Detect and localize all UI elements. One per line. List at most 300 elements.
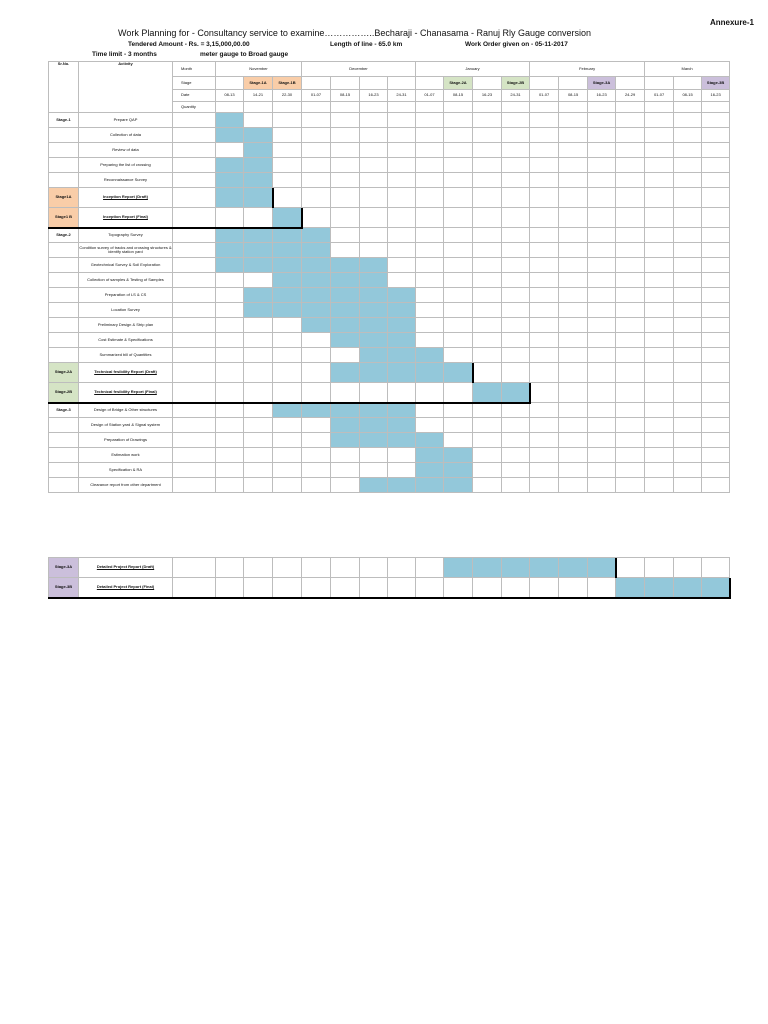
date-cell: 16-23 <box>702 90 730 102</box>
gantt-empty-cell <box>360 228 388 243</box>
gantt-empty-cell <box>416 243 444 258</box>
stage-cell <box>388 77 416 90</box>
activity-cell: Preparation of Drawings <box>79 433 173 448</box>
gantt-empty-cell <box>388 273 416 288</box>
gantt-bar-cell <box>216 258 244 273</box>
gantt-empty-cell <box>674 348 702 363</box>
gantt-empty-cell <box>702 113 730 128</box>
sr-no-cell <box>49 258 79 273</box>
gantt-empty-cell <box>645 463 674 478</box>
gantt-empty-cell <box>331 348 360 363</box>
gantt-empty-cell <box>702 448 730 463</box>
activity-cell: Detailed Project Report (Final) <box>79 578 173 598</box>
gantt-empty-cell <box>388 208 416 228</box>
gantt-empty-cell <box>616 128 645 143</box>
gantt-empty-cell <box>331 173 360 188</box>
gantt-empty-cell <box>216 273 244 288</box>
gantt-empty-cell <box>360 463 388 478</box>
gantt-empty-cell <box>244 318 273 333</box>
gantt-empty-cell <box>244 558 273 578</box>
sr-no-cell: Stage1A <box>49 188 79 208</box>
gantt-empty-cell <box>559 173 588 188</box>
gantt-empty-cell <box>331 228 360 243</box>
gantt-empty-cell <box>559 463 588 478</box>
gantt-empty-cell <box>388 113 416 128</box>
gantt-empty-cell <box>702 303 730 318</box>
gantt-empty-cell <box>416 318 444 333</box>
gantt-empty-cell <box>702 158 730 173</box>
gantt-empty-cell <box>674 128 702 143</box>
gantt-empty-cell <box>416 303 444 318</box>
gantt-bar-cell <box>244 258 273 273</box>
gantt-empty-cell <box>244 333 273 348</box>
quantity-cell <box>173 333 216 348</box>
gantt-empty-cell <box>302 463 331 478</box>
gantt-bar-cell <box>273 208 302 228</box>
gantt-empty-cell <box>216 318 244 333</box>
quantity-cell <box>173 128 216 143</box>
gantt-empty-cell <box>331 143 360 158</box>
gantt-empty-cell <box>559 113 588 128</box>
gantt-empty-cell <box>273 448 302 463</box>
gantt-empty-cell <box>588 188 616 208</box>
gantt-empty-cell <box>674 243 702 258</box>
gantt-empty-cell <box>302 188 331 208</box>
gantt-empty-cell <box>645 403 674 418</box>
gantt-empty-cell <box>216 348 244 363</box>
gantt-empty-cell <box>502 433 530 448</box>
gantt-empty-cell <box>502 288 530 303</box>
quantity-cell <box>702 102 730 113</box>
gantt-empty-cell <box>645 448 674 463</box>
gantt-empty-cell <box>273 143 302 158</box>
gantt-empty-cell <box>530 128 559 143</box>
gantt-empty-cell <box>530 318 559 333</box>
gantt-empty-cell <box>530 578 559 598</box>
gantt-empty-cell <box>702 173 730 188</box>
gantt-empty-cell <box>502 158 530 173</box>
gantt-empty-cell <box>216 463 244 478</box>
gantt-empty-cell <box>616 288 645 303</box>
gantt-empty-cell <box>360 143 388 158</box>
gantt-empty-cell <box>674 383 702 403</box>
gantt-empty-cell <box>302 418 331 433</box>
sr-no-cell <box>49 478 79 493</box>
gantt-empty-cell <box>674 403 702 418</box>
gantt-empty-cell <box>674 478 702 493</box>
date-cell: 01-07 <box>645 90 674 102</box>
gantt-empty-cell <box>702 433 730 448</box>
gantt-empty-cell <box>616 418 645 433</box>
gantt-bar-cell <box>244 188 273 208</box>
gantt-empty-cell <box>674 363 702 383</box>
gantt-empty-cell <box>388 173 416 188</box>
gantt-empty-cell <box>559 188 588 208</box>
stage-cell <box>416 77 444 90</box>
gantt-empty-cell <box>302 143 331 158</box>
gantt-empty-cell <box>416 228 444 243</box>
stage-marker: Stage-3B <box>702 77 730 90</box>
sr-no-cell <box>49 173 79 188</box>
gantt-empty-cell <box>416 113 444 128</box>
quantity-cell <box>173 113 216 128</box>
gantt-bar-cell <box>216 113 244 128</box>
gantt-empty-cell <box>530 208 559 228</box>
gantt-empty-cell <box>473 173 502 188</box>
activity-row <box>49 333 730 348</box>
gantt-empty-cell <box>502 243 530 258</box>
gantt-empty-cell <box>559 433 588 448</box>
gantt-empty-cell <box>588 418 616 433</box>
quantity-cell <box>616 102 645 113</box>
gantt-empty-cell <box>416 288 444 303</box>
gantt-empty-cell <box>502 273 530 288</box>
gantt-empty-cell <box>588 403 616 418</box>
gantt-empty-cell <box>674 113 702 128</box>
gantt-empty-cell <box>216 433 244 448</box>
gantt-empty-cell <box>360 208 388 228</box>
gantt-empty-cell <box>331 113 360 128</box>
gantt-empty-cell <box>645 333 674 348</box>
gantt-empty-cell <box>216 383 244 403</box>
gantt-empty-cell <box>244 208 273 228</box>
month-december: December <box>302 62 416 77</box>
milestone-marker <box>529 383 532 403</box>
gantt-bar-cell <box>360 418 388 433</box>
gantt-empty-cell <box>616 333 645 348</box>
gantt-empty-cell <box>273 463 302 478</box>
gantt-empty-cell <box>645 128 674 143</box>
gantt-bar-cell <box>216 228 244 243</box>
quantity-cell <box>173 243 216 258</box>
gantt-empty-cell <box>645 433 674 448</box>
gantt-empty-cell <box>302 208 331 228</box>
gantt-empty-cell <box>702 208 730 228</box>
gantt-empty-cell <box>302 158 331 173</box>
gantt-empty-cell <box>473 448 502 463</box>
gantt-bar-cell <box>388 318 416 333</box>
gantt-empty-cell <box>616 558 645 578</box>
quantity-cell <box>173 418 216 433</box>
line-length: Length of line - 65.0 km <box>330 41 403 48</box>
gantt-empty-cell <box>702 288 730 303</box>
gantt-empty-cell <box>616 243 645 258</box>
gantt-empty-cell <box>702 188 730 208</box>
gantt-bar-cell <box>388 348 416 363</box>
report-row <box>49 363 730 383</box>
gantt-empty-cell <box>416 273 444 288</box>
gantt-bar-cell <box>360 318 388 333</box>
gantt-empty-cell <box>530 418 559 433</box>
sr-no-header: Sr.No. <box>49 62 79 113</box>
gantt-bar-cell <box>244 173 273 188</box>
gantt-empty-cell <box>416 188 444 208</box>
gantt-empty-cell <box>302 478 331 493</box>
quantity-cell <box>273 102 302 113</box>
gantt-empty-cell <box>674 433 702 448</box>
sr-no-cell <box>49 448 79 463</box>
quantity-cell <box>473 102 502 113</box>
section-divider <box>48 402 531 405</box>
gantt-empty-cell <box>273 113 302 128</box>
gantt-bar-cell <box>273 288 302 303</box>
gantt-bar-cell <box>216 173 244 188</box>
gantt-empty-cell <box>559 418 588 433</box>
gantt-empty-cell <box>473 128 502 143</box>
date-cell: 01-07 <box>530 90 559 102</box>
gantt-bar-cell <box>388 303 416 318</box>
gantt-empty-cell <box>244 578 273 598</box>
milestone-marker <box>729 578 732 598</box>
gantt-empty-cell <box>273 558 302 578</box>
activity-cell: Inception Report (Draft) <box>79 188 173 208</box>
gantt-empty-cell <box>559 478 588 493</box>
gantt-empty-cell <box>588 208 616 228</box>
gantt-empty-cell <box>244 418 273 433</box>
gantt-empty-cell <box>444 188 473 208</box>
gantt-empty-cell <box>473 208 502 228</box>
gantt-empty-cell <box>444 303 473 318</box>
gantt-empty-cell <box>645 303 674 318</box>
gantt-bar-cell <box>388 333 416 348</box>
gantt-empty-cell <box>216 143 244 158</box>
gantt-empty-cell <box>360 173 388 188</box>
quantity-cell <box>360 102 388 113</box>
gantt-bar-cell <box>416 448 444 463</box>
gantt-empty-cell <box>273 173 302 188</box>
gantt-bar-cell <box>244 158 273 173</box>
gantt-empty-cell <box>273 333 302 348</box>
gantt-empty-cell <box>244 448 273 463</box>
gantt-empty-cell <box>388 558 416 578</box>
quantity-cell <box>588 102 616 113</box>
gantt-bar-cell <box>216 188 244 208</box>
gauge-conversion: meter gauge to Broad gauge <box>200 51 289 58</box>
gantt-empty-cell <box>530 363 559 383</box>
gantt-empty-cell <box>273 383 302 403</box>
gantt-empty-cell <box>360 448 388 463</box>
activity-cell: Design of Bridge & Other structures <box>79 403 173 418</box>
quantity-cell <box>173 158 216 173</box>
gantt-bar-cell <box>360 273 388 288</box>
gantt-empty-cell <box>645 188 674 208</box>
quantity-cell <box>173 258 216 273</box>
month-label: Month <box>173 62 216 77</box>
report-row <box>49 208 730 228</box>
gantt-empty-cell <box>645 273 674 288</box>
gantt-empty-cell <box>645 143 674 158</box>
gantt-bar-cell <box>444 478 473 493</box>
date-cell: 08-15 <box>559 90 588 102</box>
sr-no-cell: Stage-3 <box>49 403 79 418</box>
gantt-empty-cell <box>444 273 473 288</box>
stage-cell <box>616 77 645 90</box>
gantt-empty-cell <box>216 578 244 598</box>
gantt-empty-cell <box>473 243 502 258</box>
gantt-empty-cell <box>530 273 559 288</box>
sr-no-cell: Stage-2B <box>49 383 79 403</box>
activity-cell: Location Survey <box>79 303 173 318</box>
gantt-empty-cell <box>331 558 360 578</box>
gantt-bar-cell <box>416 348 444 363</box>
activity-cell: Summarized bill of Quantities <box>79 348 173 363</box>
gantt-empty-cell <box>559 448 588 463</box>
gantt-empty-cell <box>588 578 616 598</box>
gantt-bar-cell <box>444 463 473 478</box>
gantt-empty-cell <box>530 288 559 303</box>
gantt-empty-cell <box>674 288 702 303</box>
gantt-empty-cell <box>244 403 273 418</box>
gantt-empty-cell <box>416 403 444 418</box>
activity-cell: Detailed Project Report (Draft) <box>79 558 173 578</box>
sr-no-cell <box>49 243 79 258</box>
gantt-empty-cell <box>388 243 416 258</box>
gantt-empty-cell <box>360 578 388 598</box>
activity-cell: Inception Report (Final) <box>79 208 173 228</box>
gantt-empty-cell <box>616 258 645 273</box>
sr-no-cell <box>49 318 79 333</box>
gantt-bar-cell <box>302 258 331 273</box>
section-divider <box>48 227 303 230</box>
milestone-marker <box>272 188 275 208</box>
quantity-cell <box>173 448 216 463</box>
sr-no-cell <box>49 463 79 478</box>
gantt-empty-cell <box>444 228 473 243</box>
gantt-empty-cell <box>473 333 502 348</box>
report-row <box>49 578 730 598</box>
gantt-empty-cell <box>360 243 388 258</box>
activity-row <box>49 303 730 318</box>
date-cell: 16-23 <box>360 90 388 102</box>
gantt-empty-cell <box>502 403 530 418</box>
activity-header: Activity <box>79 62 173 113</box>
gantt-bar-cell <box>360 258 388 273</box>
gantt-empty-cell <box>530 113 559 128</box>
gantt-empty-cell <box>702 333 730 348</box>
date-cell: 01-07 <box>416 90 444 102</box>
gantt-empty-cell <box>502 448 530 463</box>
quantity-cell <box>173 173 216 188</box>
gantt-empty-cell <box>702 348 730 363</box>
gantt-empty-cell <box>702 228 730 243</box>
milestone-marker <box>615 558 618 578</box>
gantt-empty-cell <box>502 173 530 188</box>
activity-row <box>49 478 730 493</box>
gantt-empty-cell <box>473 348 502 363</box>
gantt-empty-cell <box>588 478 616 493</box>
gantt-empty-cell <box>216 448 244 463</box>
gantt-empty-cell <box>559 383 588 403</box>
quantity-cell <box>559 102 588 113</box>
gantt-empty-cell <box>702 558 730 578</box>
gantt-empty-cell <box>444 158 473 173</box>
gantt-empty-cell <box>302 128 331 143</box>
gantt-empty-cell <box>244 273 273 288</box>
activity-row <box>49 258 730 273</box>
gantt-bar-cell <box>416 478 444 493</box>
activity-row <box>49 273 730 288</box>
gantt-empty-cell <box>588 158 616 173</box>
activity-cell: Technical fesibility Report (Final) <box>79 383 173 403</box>
gantt-empty-cell <box>702 243 730 258</box>
gantt-bar-cell <box>302 403 331 418</box>
gantt-empty-cell <box>388 448 416 463</box>
gantt-bar-cell <box>588 558 616 578</box>
gantt-empty-cell <box>502 333 530 348</box>
gantt-bar-cell <box>416 463 444 478</box>
stage-label: Stage <box>173 77 216 90</box>
sr-no-cell: Stage1 B <box>49 208 79 228</box>
activity-cell: Topography Survey <box>79 228 173 243</box>
gantt-bar-cell <box>273 273 302 288</box>
gantt-empty-cell <box>559 273 588 288</box>
gantt-empty-cell <box>645 383 674 403</box>
gantt-bar-cell <box>473 558 502 578</box>
gantt-bar-cell <box>360 363 388 383</box>
gantt-empty-cell <box>559 303 588 318</box>
gantt-empty-cell <box>588 243 616 258</box>
activity-cell: Preparation of LS & CS <box>79 288 173 303</box>
activity-row <box>49 173 730 188</box>
gantt-bar-cell <box>273 243 302 258</box>
activity-cell: Condition survey of tracks and crossing structures & identify station yard <box>79 243 173 258</box>
gantt-empty-cell <box>588 383 616 403</box>
gantt-empty-cell <box>331 478 360 493</box>
gantt-empty-cell <box>645 478 674 493</box>
gantt-empty-cell <box>559 363 588 383</box>
gantt-empty-cell <box>216 403 244 418</box>
gantt-empty-cell <box>416 333 444 348</box>
gantt-empty-cell <box>645 208 674 228</box>
gantt-empty-cell <box>588 433 616 448</box>
gantt-empty-cell <box>273 188 302 208</box>
gantt-bar-cell <box>331 418 360 433</box>
date-cell: 01-07 <box>302 90 331 102</box>
gantt-empty-cell <box>473 288 502 303</box>
gantt-bar-cell <box>388 288 416 303</box>
gantt-empty-cell <box>444 258 473 273</box>
quantity-cell <box>173 558 216 578</box>
gantt-empty-cell <box>388 258 416 273</box>
activity-cell: Geotechnical Survey & Soil Exploration <box>79 258 173 273</box>
gantt-empty-cell <box>302 558 331 578</box>
month-january: January <box>416 62 530 77</box>
activity-row <box>49 448 730 463</box>
gantt-empty-cell <box>331 158 360 173</box>
activity-cell: Collection of samples & Testing of Samples <box>79 273 173 288</box>
gantt-empty-cell <box>645 158 674 173</box>
activity-row <box>49 143 730 158</box>
gantt-empty-cell <box>244 433 273 448</box>
gantt-empty-cell <box>502 128 530 143</box>
sr-no-cell: Stage-2 <box>49 228 79 243</box>
gantt-empty-cell <box>530 478 559 493</box>
date-cell: 16-23 <box>588 90 616 102</box>
gantt-empty-cell <box>702 273 730 288</box>
gantt-empty-cell <box>444 318 473 333</box>
quantity-cell <box>416 102 444 113</box>
gantt-empty-cell <box>674 318 702 333</box>
gantt-empty-cell <box>360 188 388 208</box>
gantt-empty-cell <box>416 418 444 433</box>
sr-no-cell: Stage-2A <box>49 363 79 383</box>
activity-cell: Preliminary Design & Strip plan <box>79 318 173 333</box>
gantt-bar-cell <box>388 403 416 418</box>
gantt-empty-cell <box>244 113 273 128</box>
gantt-bar-cell <box>302 318 331 333</box>
gantt-empty-cell <box>616 448 645 463</box>
gantt-empty-cell <box>473 303 502 318</box>
